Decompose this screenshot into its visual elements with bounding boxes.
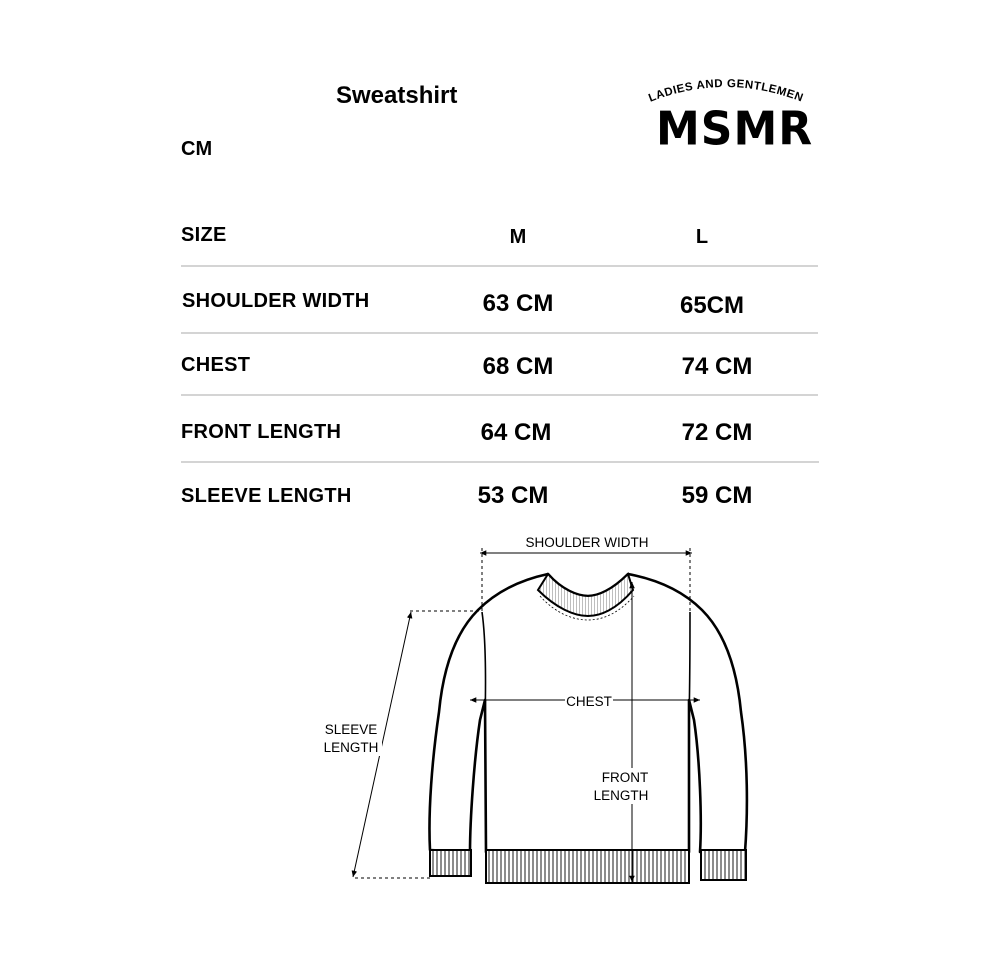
- cell-front-length-m: 64 CM: [480, 419, 552, 446]
- cell-shoulder-width-l: 65CM: [679, 292, 745, 319]
- cell-chest-m: 68 CM: [482, 353, 554, 380]
- sleeve-length-label-1: SLEEVE: [324, 722, 378, 737]
- row-label-front-length: FRONT LENGTH: [181, 421, 342, 443]
- brand-name: MSMR: [656, 102, 814, 157]
- cell-sleeve-length-l: 59 CM: [681, 482, 753, 509]
- cell-shoulder-width-m: 63 CM: [482, 290, 554, 317]
- front-length-label-1: FRONT: [601, 770, 649, 785]
- left-cuff: [430, 850, 471, 876]
- page-title: Sweatshirt: [336, 82, 458, 109]
- size-header-l: L: [695, 226, 709, 248]
- row-label-shoulder-width: SHOULDER WIDTH: [182, 290, 370, 312]
- brand-tagline: LADIES AND GENTLEMEN: [647, 77, 805, 105]
- shoulder-width-label: SHOULDER WIDTH: [525, 535, 649, 550]
- right-cuff: [701, 850, 746, 880]
- cell-sleeve-length-m: 53 CM: [477, 482, 549, 509]
- waist-hem: [486, 850, 689, 883]
- chest-label: CHEST: [566, 694, 612, 709]
- row-label-chest: CHEST: [181, 354, 251, 376]
- front-length-label-2: LENGTH: [593, 788, 649, 803]
- row-label-sleeve-length: SLEEVE LENGTH: [181, 485, 352, 507]
- cell-front-length-l: 72 CM: [681, 419, 753, 446]
- size-header-label: SIZE: [181, 224, 227, 246]
- sleeve-length-label-2: LENGTH: [323, 740, 379, 755]
- unit-label: CM: [181, 138, 213, 160]
- cell-chest-l: 74 CM: [681, 353, 753, 380]
- size-header-m: M: [509, 226, 527, 248]
